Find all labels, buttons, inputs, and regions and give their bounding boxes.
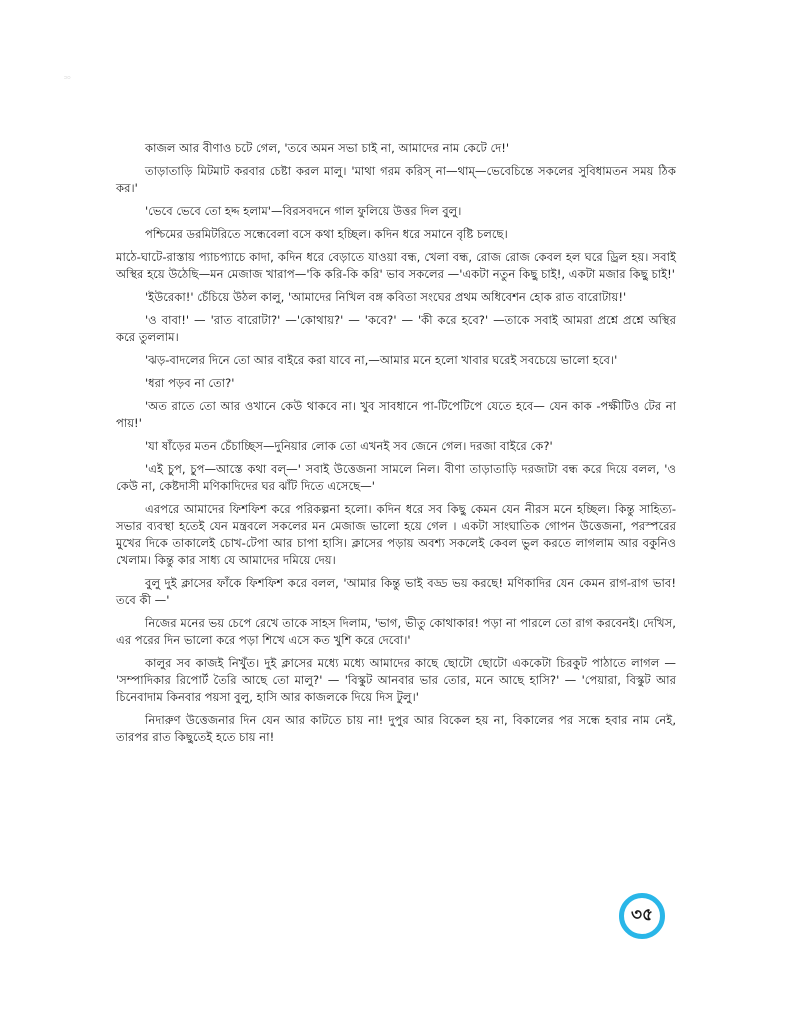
paragraph: পশ্চিমের ডরমিটরিতে সন্ধেবেলা বসে কথা হচ্ছিল। কদিন ধরে সমানে বৃষ্টি চলছে। <box>145 227 508 241</box>
story-text <box>116 140 676 752</box>
paragraph: মাঠে-ঘাটে-রাস্তায় প্যাচপ্যাচে কাদা, কদিন ধরে বেড়াতে যাওয়া বন্ধ, খেলা বন্ধ, রোজ রোজ কেবল হল ঘরে ড্রিল হয়। সবাই অস্থির হয়ে উঠেছি—মন মেজাজ খারাপ—'কি করি-কি করি' ভাব সকলের —'একটা নতুন কিছু চাই!, একটা মজার কিছু চাই!' <box>116 250 676 281</box>
paragraph: 'ধরা পড়ব না তো?' <box>145 376 235 390</box>
page-number-badge <box>619 893 665 939</box>
paragraph: নিজের মনের ভয় চেপে রেখে তাকে সাহস দিলাম, 'ভাগ, ভীতু কোথাকার! পড়া না পারলে তো রাগ করবেনই। দেখিস, এর পরের দিন ভালো করে পড়া শিখে এসে কত খুশি করে দেবো।' <box>116 616 676 647</box>
paragraph: 'ঝড়-বাদলের দিনে তো আর বাইরে করা যাবে না,—আমার মনে হলো খাবার ঘরেই সবচেয়ে ভালো হবে।' <box>145 353 618 367</box>
paragraph: 'ও বাবা!' — 'রাত বারোটা?' —'কোথায়?' — 'কবে?' — 'কী করে হবে?' —তাকে সবাই আমরা প্রশ্নে প্রশ্নে অস্থির করে তুললাম। <box>116 313 676 344</box>
paragraph: এরপরে আমাদের ফিশফিশ করে পরিকল্পনা হলো। কদিন ধরে সব কিছু কেমন যেন নীরস মনে হচ্ছিল। কিন্তু সাহিত্য-সভার ব্যবস্থা হতেই যেন মন্ত্রবলে সকলের মন মেজাজ ভালো হয়ে গেল । একটা সাংঘাতিক গোপন উত্তেজনা, পরস্পরের মুখের দিকে তাকালেই চোখ-টেপা আর চাপা হাসি। ক্লাসের পড়ায় অবশ্য সকলেই কেবল ভুল করতে লাগলাম আর বকুনিও খেলাম। কিন্তু কার সাধ্য যে আমাদের দমিয়ে দেয়। <box>116 502 676 567</box>
paragraph: নিদারুণ উত্তেজনার দিন যেন আর কাটতে চায় না! দুপুর আর বিকেল হয় না, বিকালের পর সন্ধে হবার নাম নেই, তারপর রাত কিছুতেই হতে চায় না! <box>116 713 676 744</box>
paragraph: বুলু দুই ক্লাসের ফাঁকে ফিশফিশ করে বলল, 'আমার কিন্তু ভাই বড্ড ভয় করছে! মণিকাদির যেন কেমন রাগ-রাগ ভাব! তবে কী —' <box>116 576 676 607</box>
paragraph: 'ভেবে ভেবে তো হদ্দ হলাম'—বিরসবদনে গাল ফুলিয়ে উত্তর দিল বুলু। <box>145 204 462 218</box>
paragraph: 'অত রাতে তো আর ওখানে কেউ থাকবে না। খুব সাবধানে পা-টিপেটিপে যেতে হবে— যেন কাক -পক্ষীটিও টের না পায়!' <box>116 399 676 430</box>
paragraph: 'যা ষাঁড়ের মতন চেঁচাচ্ছিস—দুনিয়ার লোক তো এখনই সব জেনে গেল। দরজা বাইরে কে?' <box>145 439 553 453</box>
paragraph: 'এই চুপ, চুপ—আস্তে কথা বল্—' সবাই উত্তেজনা সামলে নিল। বীণা তাড়াতাড়ি দরজাটা বন্ধ করে দিয়ে বলল, 'ও কেউ না, কেষ্টদাসী মণিকাদিদের ঘর ঝাঁট দিতে এসেছে—' <box>116 462 676 493</box>
page-number: ৩৫ <box>630 905 654 925</box>
corner-mark: ၁၀ <box>64 74 71 81</box>
paragraph: তাড়াতাড়ি মিটমাট করবার চেষ্টা করল মালু। 'মাথা গরম করিস্ না—থাম্—ভেবেচিন্তে সকলের সুবিধামতন সময় ঠিক কর।' <box>116 164 676 195</box>
paragraph: কালুর সব কাজই নিখুঁত। দুই ক্লাসের মধ্যে মধ্যে আমাদের কাছে ছোটো ছোটো এককেটা চিরকুট পাঠাতে লাগল — 'সম্পাদিকার রিপোর্ট তৈরি আছে তো মালু?' — 'বিস্কুট আনবার ভার তোর, মনে আছে হাসি?' — 'পেয়ারা, বিস্কুট আর চিনেবাদাম কিনবার পয়সা বুলু, হাসি আর কাজলকে দিয়ে দিস টুলু।' <box>116 656 676 704</box>
paragraph: কাজল আর বীণাও চটে গেল, 'তবে অমন সভা চাই না, আমাদের নাম কেটে দে!' <box>145 141 510 155</box>
paragraph: 'ইউরেকা!' চেঁচিয়ে উঠল কালু, 'আমাদের নিখিল বঙ্গ কবিতা সংঘের প্রথম অধিবেশন হোক রাত বারোটায়!' <box>145 290 627 304</box>
